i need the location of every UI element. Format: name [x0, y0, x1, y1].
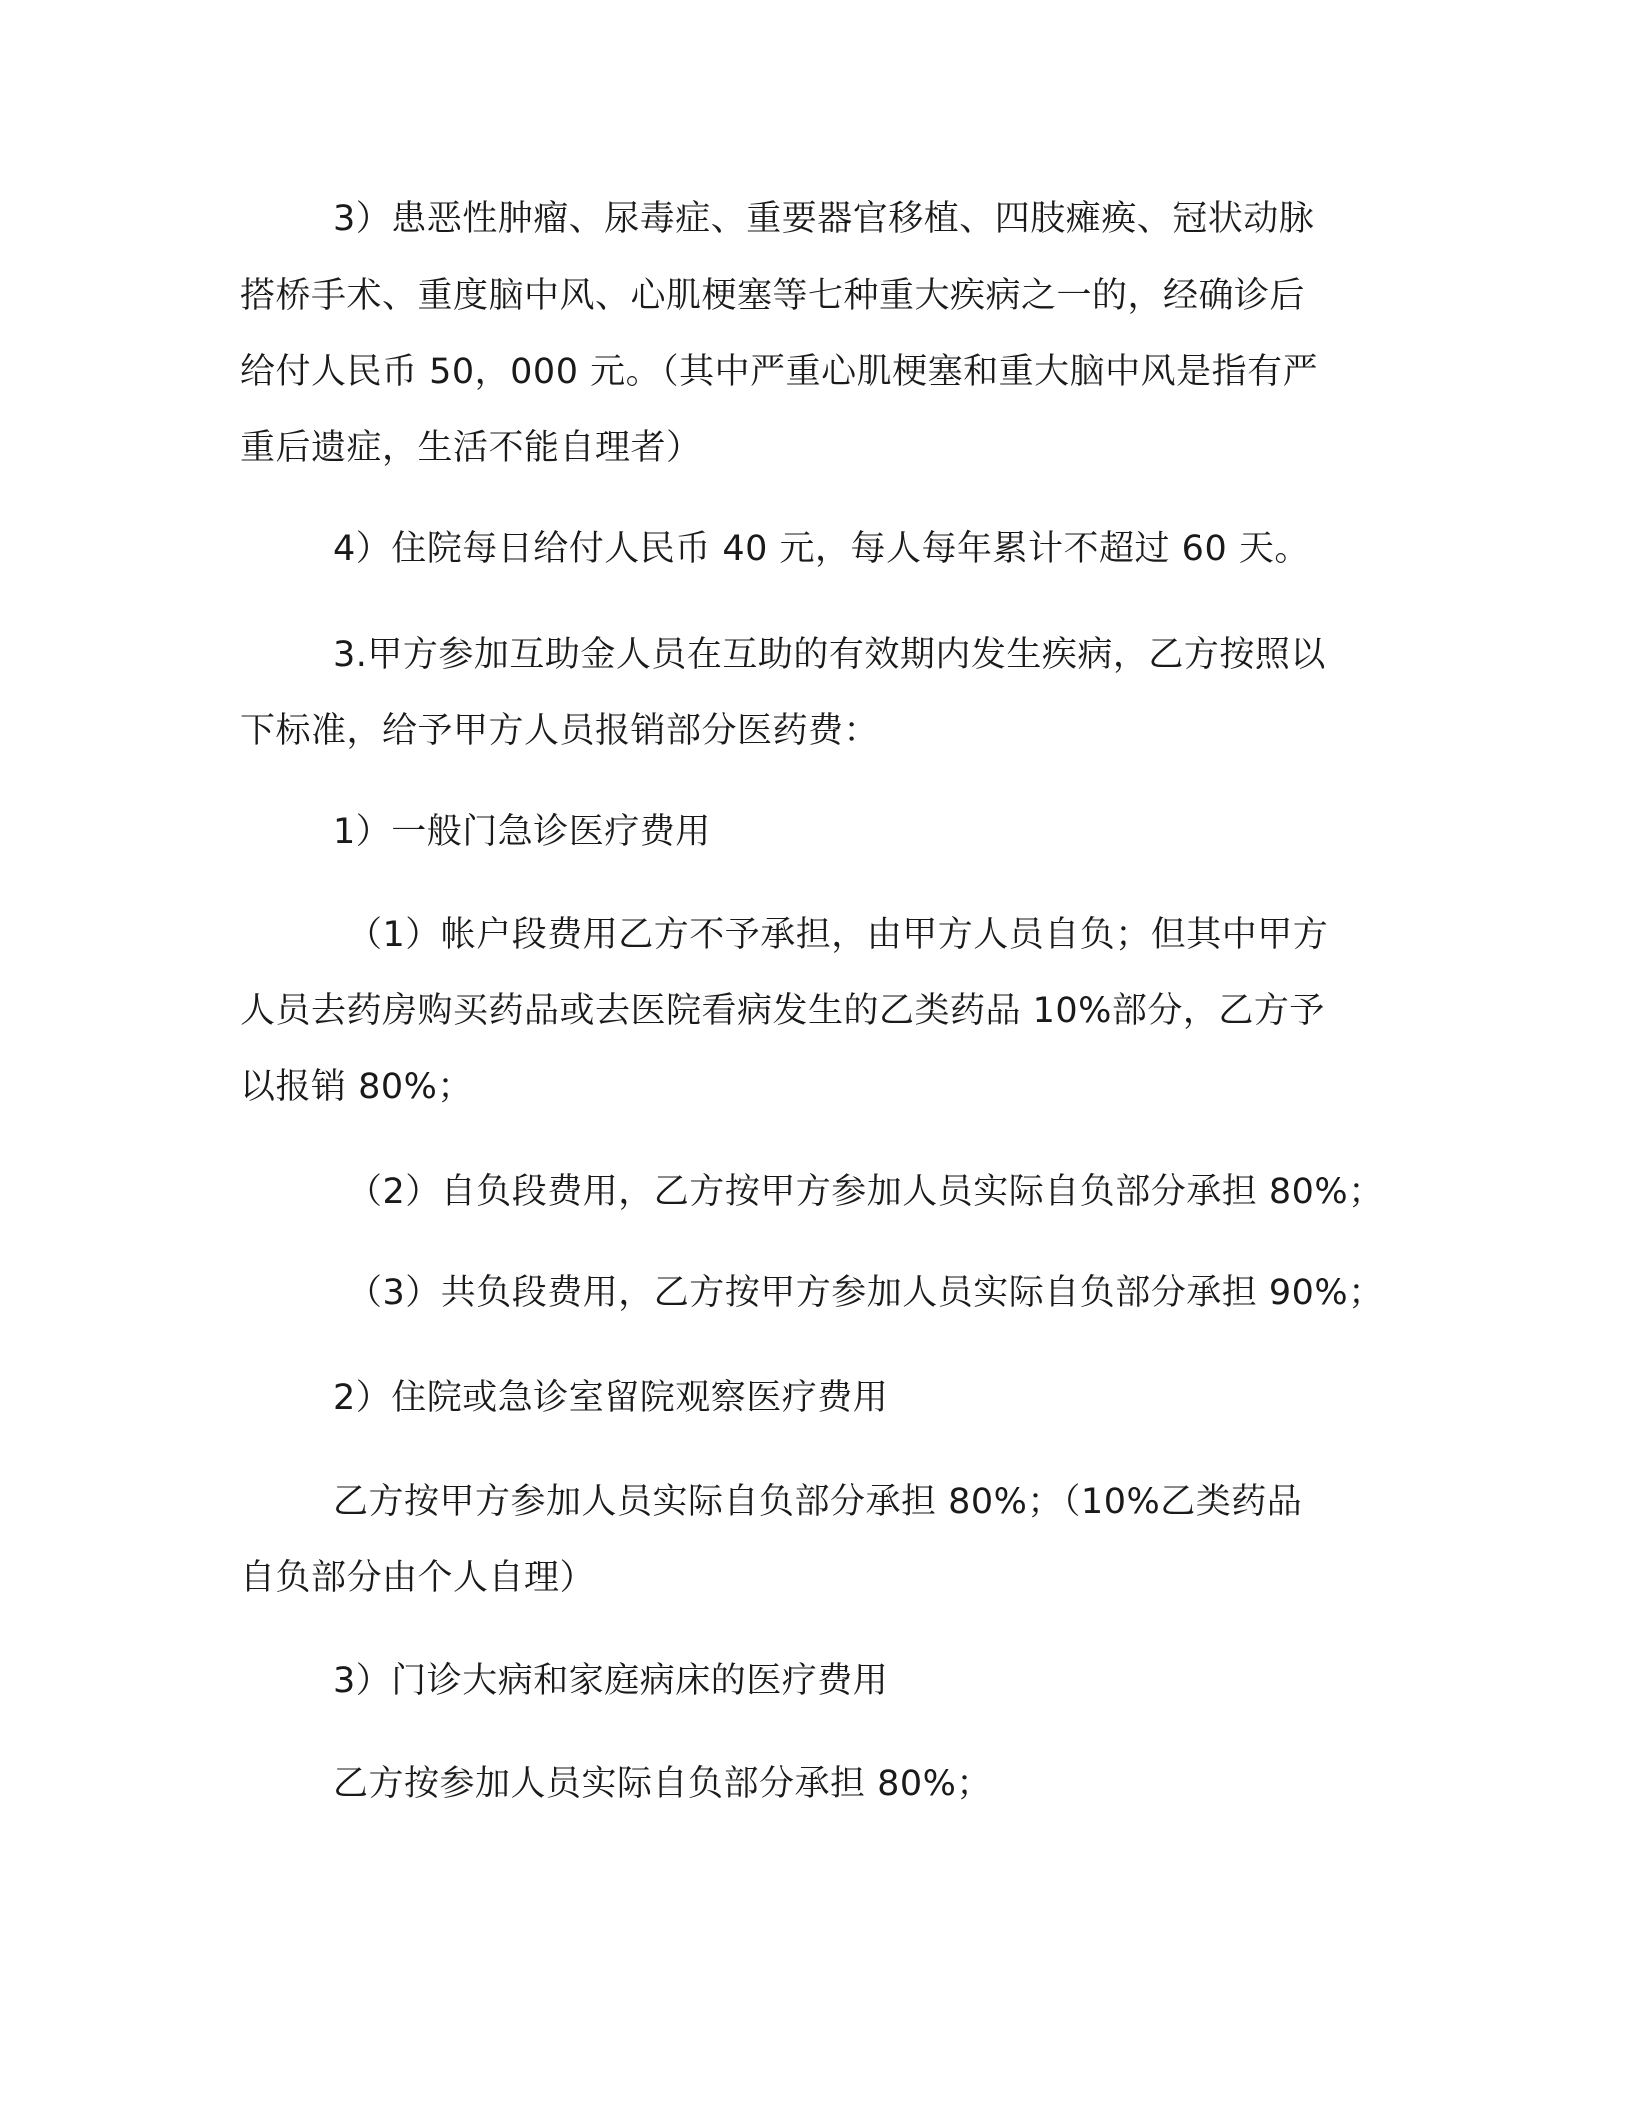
paragraph-line: 2）住院或急诊室留院观察医疗费用 [333, 1378, 889, 1418]
paragraph-line: （2）自负段费用，乙方按甲方参加人员实际自负部分承担 80%； [347, 1172, 1384, 1212]
paragraph-line: 乙方按参加人员实际自负部分承担 80%； [333, 1764, 992, 1804]
paragraph-line: 3）患恶性肿瘤、尿毒症、重要器官移植、四肢瘫痪、冠状动脉 [333, 199, 1315, 239]
paragraph-line: 给付人民币 50，000 元。（其中严重心肌梗塞和重大脑中风是指有严 [240, 352, 1319, 392]
paragraph-line: 以报销 80%； [240, 1067, 473, 1107]
paragraph-line: 人员去药房购买药品或去医院看病发生的乙类药品 10%部分，乙方予 [240, 991, 1325, 1031]
paragraph-line: （3）共负段费用，乙方按甲方参加人员实际自负部分承担 90%； [347, 1273, 1384, 1313]
paragraph-line: 搭桥手术、重度脑中风、心肌梗塞等七种重大疾病之一的，经确诊后 [240, 276, 1306, 316]
paragraph-line: （1）帐户段费用乙方不予承担，由甲方人员自负；但其中甲方 [347, 915, 1329, 955]
paragraph-line: 3.甲方参加互助金人员在互助的有效期内发生疾病，乙方按照以 [333, 635, 1326, 675]
paragraph-line: 重后遗症，生活不能自理者） [240, 428, 702, 468]
paragraph-line: 自负部分由个人自理） [240, 1558, 596, 1598]
paragraph-line: 下标准，给予甲方人员报销部分医药费： [240, 711, 880, 751]
paragraph-line: 1）一般门急诊医疗费用 [333, 812, 711, 852]
paragraph-line: 乙方按甲方参加人员实际自负部分承担 80%；（10%乙类药品 [333, 1482, 1303, 1522]
paragraph-line: 4）住院每日给付人民币 40 元，每人每年累计不超过 60 天。 [333, 529, 1310, 569]
paragraph-line: 3）门诊大病和家庭病床的医疗费用 [333, 1661, 889, 1701]
